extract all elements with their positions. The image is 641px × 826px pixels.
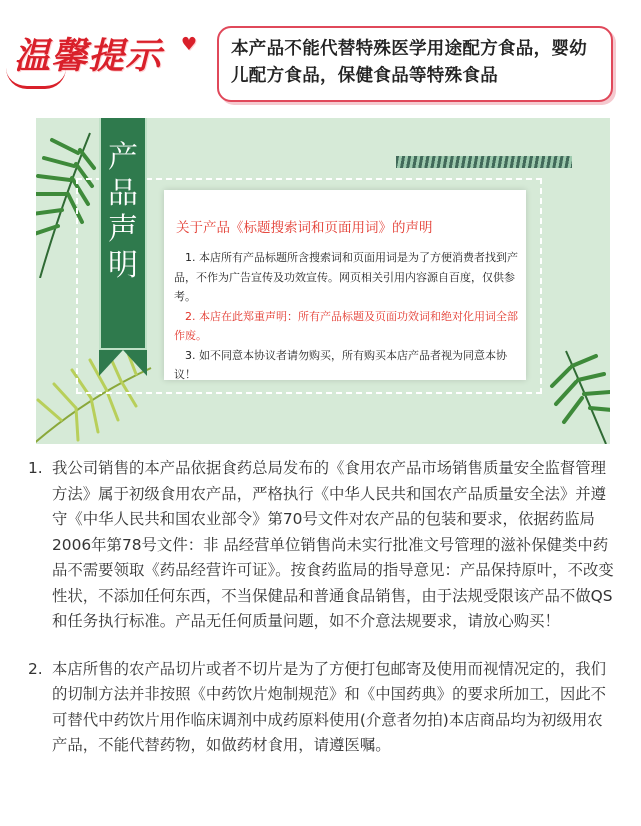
notice-text: 本产品不能代替特殊医学用途配方食品，婴幼儿配方食品，保健食品等特殊食品 — [231, 39, 587, 86]
notice-box — [217, 26, 613, 102]
ribbon-label: 产品声明 — [108, 140, 138, 283]
paragraph-text: 本店所售的农产品切片或者不切片是为了方便打包邮寄及使用而视情况定的，我们的切制方法并非按照《中药饮片炮制规范》和《中国药典》的要求所加工，因此不可替代中药饮片用作临床调剂中成药原料使用(介意者勿拍)本店商品均为初级用农产品，不能代替药物，如做药材食用，请遵医嘱。 — [52, 659, 607, 754]
paragraph-number: 1. — [28, 459, 43, 477]
statement-title: 关于产品《标题搜索词和页面用词》的声明 — [176, 220, 433, 236]
warm-tip-title — [14, 28, 204, 88]
warm-tip-title-text: 温馨提示 — [14, 35, 163, 77]
statement-body — [174, 248, 518, 385]
paragraph-number: 2. — [28, 659, 43, 678]
palm-leaf-icon — [546, 346, 610, 444]
ribbon-tail — [99, 350, 147, 376]
statement-card — [164, 190, 526, 380]
statement-item: 3. 如不同意本协议者请勿购买，所有购买本店产品者视为同意本协议！ — [174, 348, 507, 381]
leaf-strip-decoration — [396, 156, 572, 168]
swirl-decoration — [6, 68, 66, 89]
statement-panel — [36, 118, 610, 444]
heart-icon: ♥ — [180, 34, 198, 55]
terms-paragraph — [28, 657, 618, 759]
terms-paragraph — [28, 456, 618, 635]
terms-paragraphs — [28, 456, 618, 759]
statement-item: 2. 本店在此郑重声明：所有产品标题及页面功效词和绝对化用词全部作废。 — [174, 309, 518, 342]
paragraph-text: 我公司销售的本产品依据食药总局发布的《食用农产品市场销售质量安全监督管理方法》属于初级食用农产品，严格执行《中华人民共和国农产品质量安全法》并遵守《中华人民共和国农业部令》第70号文件对农产品的包装和要求，依据药监局2006年第78号文件：非 品经营单位销售尚未实行批准文号管理的滋补保健类中药品不需要领取《药品经营许可证》。按食药监局的指导意见：产品保持原叶，不改变性状，不添加任何东西，不当保健品和普通食品销售，由于法规受限该产品不做QS和任务执行标准。产品无任何质量问题，如不介意法规要求，请放心购买！ — [52, 459, 614, 630]
statement-item: 1. 本店所有产品标题所含搜索词和页面用词是为了方便消费者找到产品，不作为广告宣传及功效宣传。网页相关引用内容源自百度，仅供参考。 — [174, 251, 518, 303]
product-statement-ribbon — [99, 118, 147, 350]
warning-banner — [0, 0, 641, 112]
